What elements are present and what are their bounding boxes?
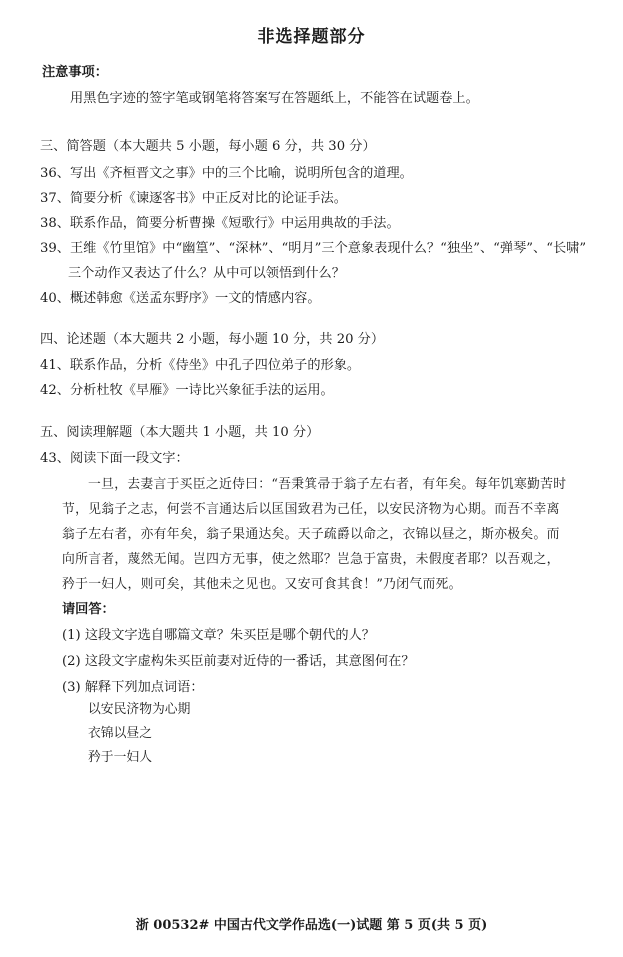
term-3: 矜于一妇人 xyxy=(88,750,152,765)
term-1: 以安民济物为心期 xyxy=(88,702,191,717)
term-2: 衣锦以昼之 xyxy=(88,726,152,741)
question-37: 37、简要分析《谏逐客书》中正反对比的论证手法。 xyxy=(40,191,347,206)
answer-prompt: 请回答： xyxy=(62,602,115,617)
question-42: 42、分析杜牧《早雁》一诗比兴象征手法的运用。 xyxy=(40,383,334,398)
question-36: 36、写出《齐桓晋文之事》中的三个比喻，说明所包含的道理。 xyxy=(40,166,413,181)
notice-text: 用黑色字迹的签字笔或钢笔将答案写在答题纸上，不能答在试题卷上。 xyxy=(70,91,479,106)
page-footer: 浙 00532# 中国古代文学作品选(一)试题 第 5 页(共 5 页) xyxy=(135,918,488,933)
sub-question-1: (1) 这段文字选自哪篇文章？朱买臣是哪个朝代的人？ xyxy=(62,628,375,643)
notice-label: 注意事项： xyxy=(42,65,108,80)
section-3-heading: 三、简答题（本大题共 5 小题，每小题 6 分，共 30 分） xyxy=(40,139,376,154)
question-40: 40、概述韩愈《送孟东野序》一文的情感内容。 xyxy=(40,291,321,306)
passage-line-4: 向所言者，蔑然无闻。岂四方无事，使之然耶？岂急于富贵，未假度者耶？以吾观之， xyxy=(62,552,560,567)
question-39: 39、王维《竹里馆》中“幽篁”、“深林”、“明月”三个意象表现什么？“独坐”、“弹琴”、“长啸” xyxy=(40,241,587,256)
question-39-continued: 三个动作又表达了什么？从中可以领悟到什么？ xyxy=(68,266,345,281)
passage-line-5: 矜于一妇人，则可矣，其他未之见也。又安可食其食！”乃闭气而死。 xyxy=(62,577,462,592)
section-5-heading: 五、阅读理解题（本大题共 1 小题，共 10 分） xyxy=(40,425,320,440)
question-43: 43、阅读下面一段文字： xyxy=(40,451,189,466)
section-4-heading: 四、论述题（本大题共 2 小题，每小题 10 分，共 20 分） xyxy=(40,332,385,347)
passage-line-3: 翁子左右者，亦有年矣，翁子果通达矣。天子疏爵以命之，衣锦以昼之，斯亦极矣。而 xyxy=(62,527,560,542)
question-38: 38、联系作品，简要分析曹操《短歌行》中运用典故的手法。 xyxy=(40,216,400,231)
page-title: 非选择题部分 xyxy=(257,27,366,47)
sub-question-2: (2) 这段文字虚构朱买臣前妻对近侍的一番话，其意图何在？ xyxy=(62,654,415,669)
sub-question-3: (3) 解释下列加点词语： xyxy=(62,680,204,695)
passage-line-1: 一旦，去妻言于买臣之近侍曰：“吾秉箕帚于翁子左右者，有年矣。每年饥寒勤苦时 xyxy=(88,477,567,492)
question-41: 41、联系作品，分析《侍坐》中孔子四位弟子的形象。 xyxy=(40,358,361,373)
passage-line-2: 节，见翁子之志，何尝不言通达后以匡国致君为己任，以安民济物为心期。而吾不幸离 xyxy=(62,502,560,517)
